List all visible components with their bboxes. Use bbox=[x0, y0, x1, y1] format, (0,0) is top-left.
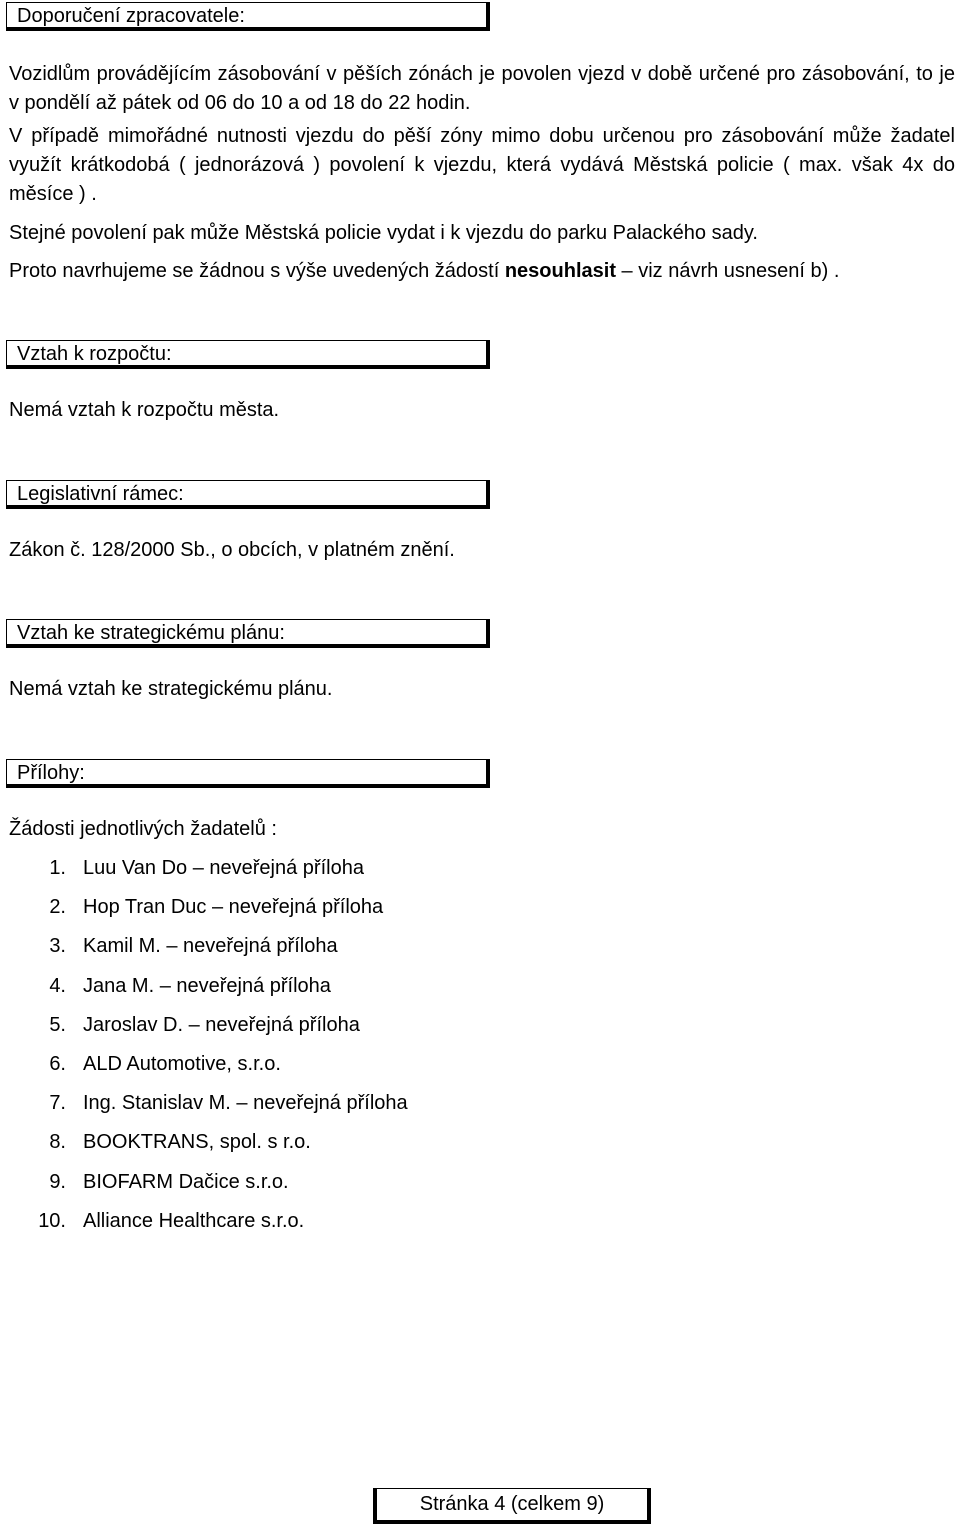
list-item-text: BOOKTRANS, spol. s r.o. bbox=[83, 1131, 311, 1154]
list-item-text: BIOFARM Dačice s.r.o. bbox=[83, 1170, 289, 1193]
list-item-text: Luu Van Do – neveřejná příloha bbox=[83, 857, 364, 879]
list-item-number: 6. bbox=[49, 1052, 66, 1075]
section-heading-label: Přílohy: bbox=[17, 762, 85, 784]
list-item bbox=[0, 971, 600, 1010]
proposal-decision: nesouhlasit bbox=[504, 260, 616, 282]
list-item bbox=[0, 853, 600, 892]
list-item-number: 4. bbox=[49, 974, 66, 997]
list-item-text: Hop Tran Duc – neveřejná příloha bbox=[83, 896, 384, 919]
recommendation-paragraph-2: V případě mimořádné nutnosti vjezdu do pěší zóny mimo dobu určenou pro zásobování může žadatel využít krátkodobá ( jednorázová ) povolení k vjezdu, která vydává Městská policie ( max. však 4x do měsíce ) . bbox=[9, 125, 955, 205]
section-heading-label: Vztah ke strategickému plánu: bbox=[17, 622, 285, 644]
proposal-text-start: Proto navrhujeme se žádnou s výše uvedených žádostí bbox=[9, 260, 505, 282]
section-heading-legislation bbox=[6, 480, 490, 509]
list-item-number: 3. bbox=[49, 935, 66, 958]
list-item bbox=[0, 1127, 600, 1166]
list-item-text: Jana M. – neveřejná příloha bbox=[83, 974, 331, 997]
list-item bbox=[0, 1206, 600, 1245]
attachments-intro: Žádosti jednotlivých žadatelů : bbox=[9, 818, 277, 840]
list-item bbox=[0, 892, 600, 931]
list-item-number: 5. bbox=[49, 1013, 66, 1036]
list-item bbox=[0, 931, 600, 970]
legislation-text: Zákon č. 128/2000 Sb., o obcích, v platném znění. bbox=[9, 539, 455, 561]
section-heading-label: Doporučení zpracovatele: bbox=[17, 5, 245, 27]
list-item-text: ALD Automotive, s.r.o. bbox=[83, 1052, 281, 1075]
list-item-number: 8. bbox=[49, 1131, 66, 1154]
section-heading-label: Vztah k rozpočtu: bbox=[17, 343, 172, 365]
recommendation-paragraph-4 bbox=[9, 257, 955, 286]
recommendation-paragraph-1: Vozidlům provádějícím zásobování v pěších zónách je povolen vjezd v době určené pro zásobování, to je v pondělí až pátek od 06 do 10 a od 18 do 22 hodin. bbox=[9, 63, 955, 114]
recommendation-paragraph-3: Stejné povolení pak může Městská policie vydat i k vjezdu do parku Palackého sady. bbox=[9, 222, 758, 244]
section-heading-strategy bbox=[6, 619, 490, 648]
list-item-text: Ing. Stanislav M. – neveřejná příloha bbox=[83, 1092, 408, 1115]
list-item bbox=[0, 1049, 600, 1088]
list-item-number: 7. bbox=[49, 1092, 66, 1115]
proposal-text-end: – viz návrh usnesení b) . bbox=[615, 260, 840, 282]
list-item-number: 1. bbox=[49, 857, 66, 879]
list-item-text: Alliance Healthcare s.r.o. bbox=[83, 1209, 305, 1232]
section-heading-recommendation bbox=[6, 2, 490, 31]
list-item-number: 10. bbox=[38, 1209, 66, 1232]
list-item-text: Jaroslav D. – neveřejná příloha bbox=[83, 1013, 360, 1036]
attachments-list bbox=[0, 853, 600, 1245]
strategy-text: Nemá vztah ke strategickému plánu. bbox=[9, 678, 333, 700]
page-number-footer: Stránka 4 (celkem 9) bbox=[373, 1488, 651, 1524]
list-item bbox=[0, 1088, 600, 1127]
section-heading-attachments bbox=[6, 759, 490, 788]
list-item-text: Kamil M. – neveřejná příloha bbox=[83, 935, 338, 958]
budget-text: Nemá vztah k rozpočtu města. bbox=[9, 399, 280, 421]
section-heading-budget bbox=[6, 340, 490, 369]
list-item-number: 2. bbox=[49, 896, 66, 919]
list-item bbox=[0, 1010, 600, 1049]
section-heading-label: Legislativní rámec: bbox=[17, 483, 184, 505]
list-item-number: 9. bbox=[49, 1170, 66, 1193]
list-item bbox=[0, 1167, 600, 1206]
